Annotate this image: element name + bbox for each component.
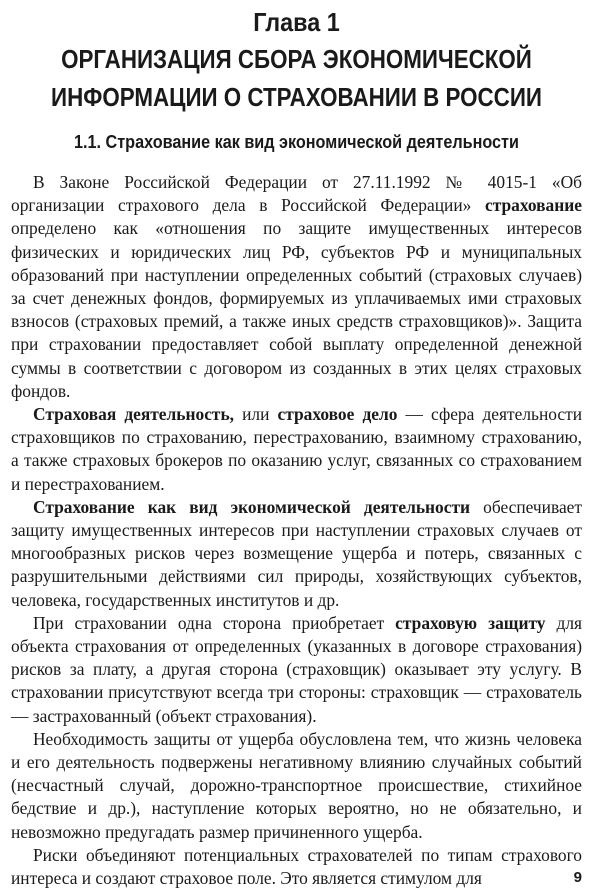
paragraph-3 (11, 496, 582, 612)
text-run: определено как «отношения по защите имущественных интересов физических и юридических лиц РФ, субъектов РФ и муниципальных образований при наступлении определенных событий (страховых случаев) за счет денежных фондов, формируемых из уплачиваемых ими страховых взносов (страховых премий, а также иных средств страховщиков)». Защита при страховании предоставляет собой выплату определенной денежной суммы в соответствии с договором из созданных в этих целях страховых фондов. (11, 218, 582, 401)
chapter-title (51, 40, 542, 116)
text-run: или (234, 404, 278, 425)
paragraph-4 (11, 612, 582, 728)
term-strakhovoe-delo: страховое дело (277, 404, 398, 425)
term-strakhovaya-zashchita: страховую защиту (395, 612, 546, 633)
paragraph-6 (11, 844, 582, 890)
chapter-title-line-2: ИНФОРМАЦИИ О СТРАХОВАНИИ В РОССИИ (51, 82, 542, 112)
term-strakhovanie: страхование (485, 195, 582, 216)
text-run: В Законе Российской Федерации от 27.11.1992 № 4015-1 «Об организации страхового дела в Российской Федерации» (11, 172, 582, 216)
paragraph-2 (11, 403, 582, 496)
text-run: Риски объединяют потенциальных страхователей по типам страхового интереса и создают страховое поле. Это является стимулом для (11, 844, 582, 889)
term-strakhovanie-vid-deyatelnosti: Страхование как вид экономической деятельности (33, 496, 471, 517)
term-strakhovaya-deyatelnost: Страховая деятельность, (33, 404, 235, 425)
chapter-title-line-1: ОРГАНИЗАЦИЯ СБОРА ЭКОНОМИЧЕСКОЙ (61, 44, 532, 74)
text-run: Необходимость защиты от ущерба обусловлена тем, что жизнь человека и его деятельность подвержены негативному влиянию случайных событий (несчастный случай, дорожно-транспортное происшествие, стихийное бедствие и др.), наступление которых вероятно, но не обязательно, и невозможно предугадать размер причиненного ущерба. (11, 728, 582, 842)
body-text (11, 171, 582, 890)
section-title: 1.1. Страхование как вид экономической деятельности (74, 132, 519, 152)
paragraph-1 (11, 171, 582, 403)
chapter-label: Глава 1 (253, 7, 340, 37)
text-run: При страховании одна сторона приобретает (33, 612, 396, 633)
text-run: обеспечивает защиту имущественных интересов при наступлении страховых случаев от многообразных рисков через возмещение ущерба и потерь, связанных с разрушительными действиями сил природы, хозяйствующих субъектов, человека, государственных институтов и др. (11, 496, 583, 610)
text-run: для объекта страхования от определенных (указанных в договоре страхования) рисков за плату, а другая сторона (страховщик) оказывает эту услугу. В страховании присутствуют всегда три стороны: страховщик — страхователь — застрахованный (объект страхования). (11, 612, 582, 726)
page-number: 9 (573, 869, 582, 886)
paragraph-5 (11, 728, 582, 844)
text-run: — сфера деятельности страховщиков по страхованию, перестрахованию, взаимному страхованию, а также страховых брокеров по оказанию услуг, связанных со страхованием и перестрахованием. (11, 404, 583, 494)
